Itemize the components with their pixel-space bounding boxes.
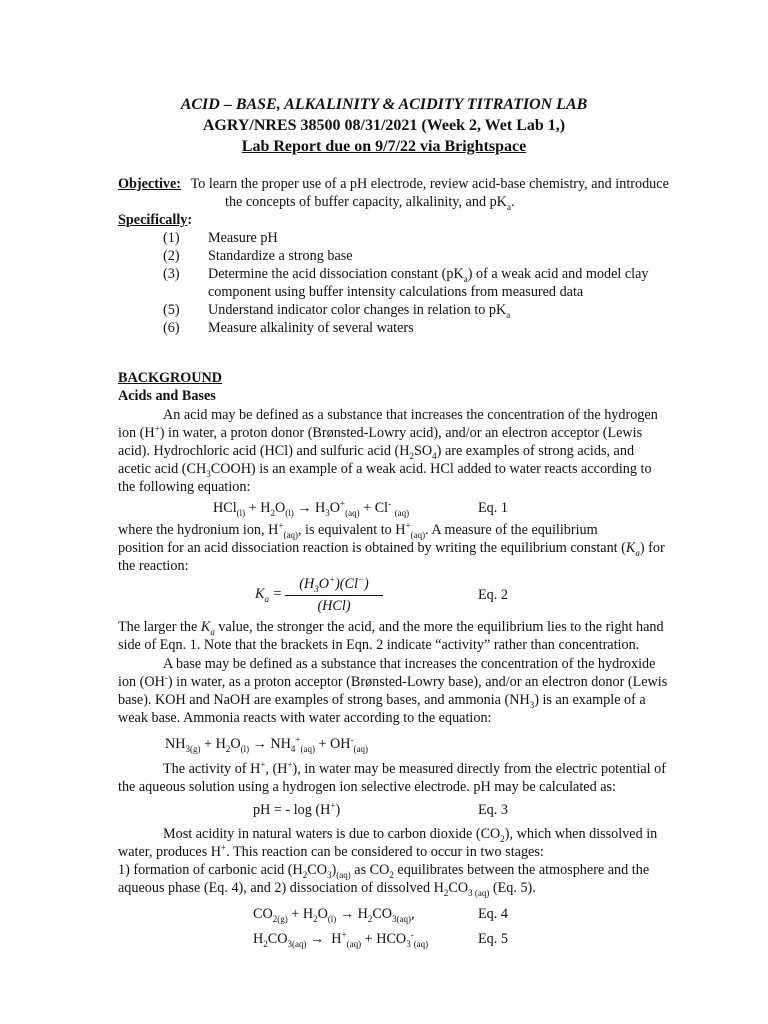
paragraph-line: An acid may be defined as a substance that increases the concentration of the hydrogen [163,407,658,423]
equation-2-label: Eq. 2 [478,587,508,603]
paragraph-line: aqueous phase (Eq. 4), and 2) dissociation of dissolved $H_2CO_{3 (aq)}$ (Eq. 5). [118,880,536,898]
paragraph-line: side of Eqn. 1. Note that the brackets in Eqn. 2 indicate “activity” rather than concentration. [118,637,640,653]
paragraph-line: ion (OH-) in water, as a proton acceptor (Brønsted-Lowry base), and/or an electron donor (Lewis [118,672,668,690]
list-item-num: (6) [163,320,180,336]
list-item-num: (5) [163,302,180,318]
paragraph-line: The larger the $K_a$ value, the stronger the acid, and the more the equilibrium lies to the right hand [118,619,664,637]
paragraph-line: position for an acid dissociation reaction is obtained by writing the equilibrium constant $(K_a)$ for [118,540,665,558]
list-item-num: (3) [163,266,180,282]
acids-bases-subheading: Acids and Bases [118,388,216,404]
paragraph-line: Most acidity in natural waters is due to carbon dioxide $(CO_2)$, which when dissolved in [163,826,658,844]
equation-1-label: Eq. 1 [478,500,508,516]
objective-label: Objective: [118,176,182,192]
equation-5: $H_2CO_{3(aq)} \to H^+_{(aq)} + HCO_3^-_{(aq)}$ [253,929,429,949]
equation-3: pH = - log (H+) [253,800,341,818]
title-line-2: AGRY/NRES 38500 08/31/2021 (Week 2, Wet Lab 1,) [202,117,566,134]
list-item-num: (2) [163,248,180,264]
objective-line-1: Objective: To learn the proper use of a pH electrode, review acid-base chemistry, and introduce [118,176,669,192]
background-heading: BACKGROUND [118,370,223,386]
paragraph-line: base). KOH and NaOH are examples of strong bases, and ammonia $(NH_3)$ is an example of a [118,692,646,710]
paragraph-line: 1) formation of carbonic acid $(H_2CO_3)_{(aq)}$ as $CO_2$ equilibrates between the atmosphere and the [118,862,650,880]
paragraph-line: the aqueous solution using a hydrogen ion selective electrode. pH may be calculated as: [118,779,616,795]
equation-4: $CO_{2(g)} + H_2O_{(l)} \to H_2CO_{3(aq)}$, [253,906,415,924]
paragraph-line: water, produces H+. This reaction can be considered to occur in two stages: [118,842,544,860]
equation-5-label: Eq. 5 [478,931,508,947]
title-line-3: Lab Report due on 9/7/22 via Brightspace [241,138,527,155]
paragraph-line: ion (H+) in water, a proton donor (Brønsted-Lowry acid), and/or an electron acceptor (Lewis [118,423,643,441]
specifically-heading: Specifically: [118,212,193,228]
list-item: Measure alkalinity of several waters [208,320,414,336]
list-item: Measure pH [208,230,278,246]
equation-1: $HCl_{(l)} + H_2O_{(l)} \to H_3O^+_{(aq)} + Cl^-$ $_{(aq)}$ [213,498,410,518]
paragraph-line: The activity of H+, (H+), in water may be measured directly from the electric potential of [163,759,666,777]
equation-3-label: Eq. 3 [478,802,508,818]
title-line-1: ACID – BASE, ALKALINITY & ACIDITY TITRATION LAB [180,96,588,113]
ammonia-equation: $NH_{3(g)} + H_2O_{(l)} \to NH_4^+_{(aq)} + OH^-_{(aq)}$ [165,734,369,754]
list-item-continuation: component using buffer intensity calculations from measured data [208,284,584,300]
equation-2-fraction: $(H_3O^+)(Cl^-)$ (HCl) [285,575,383,615]
equation-2-lhs: $K_a$ = [255,586,283,604]
list-item: Determine the acid dissociation constant $(pK_a)$ of a weak acid and model clay [208,266,649,284]
paragraph-line: acetic acid $(CH_3COOH)$ is an example of a weak acid. HCl added to water reacts according to [118,461,652,479]
list-item: Understand indicator color changes in relation to $pK_a$ [208,302,511,320]
list-item-num: (1) [163,230,180,246]
equation-4-label: Eq. 4 [478,906,508,922]
paragraph-line: acid). Hydrochloric acid (HCl) and sulfuric acid $(H_2SO_4)$ are examples of strong acids, and [118,443,635,461]
paragraph-line: where the hydronium ion, $H^+_{(aq)}$, is equivalent to $H^+_{(aq)}$. A measure of the equilibrium [118,520,598,540]
objective-line-2: the concepts of buffer capacity, alkalinity, and $pK_a$. [225,194,515,212]
paragraph-line: the following equation: [118,479,251,495]
list-item: Standardize a strong base [208,248,353,264]
paragraph-line: A base may be defined as a substance that increases the concentration of the hydroxide [163,656,656,672]
paragraph-line: the reaction: [118,558,189,574]
paragraph-line: weak base. Ammonia reacts with water according to the equation: [118,710,492,726]
